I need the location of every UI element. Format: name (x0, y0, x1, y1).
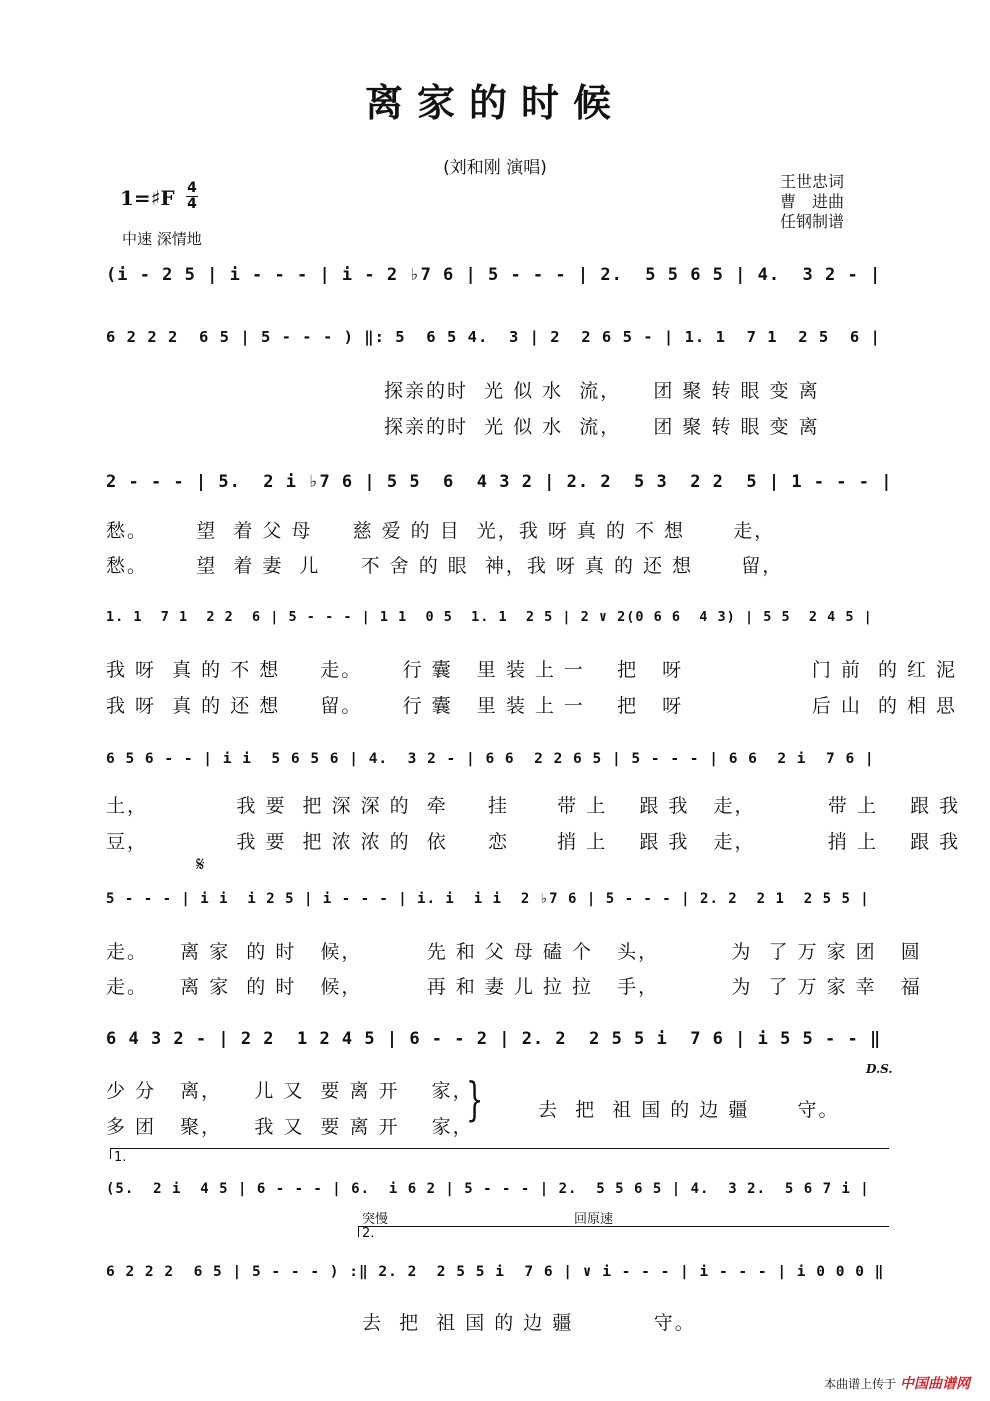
lyric-1b: 探亲的时 光 似 水 流， 团 聚 转 眼 变 离 (384, 416, 820, 438)
ds-marking: D.S. (866, 1062, 893, 1076)
lyric-4a: 土， 我 要 把 深 深 的 牵 挂 带 上 跟 我 走， 带 上 跟 我 (106, 795, 961, 817)
credits (780, 172, 844, 232)
staff-line-9 (106, 1255, 892, 1289)
notes-6: 5 - - - | i i i 2 5 | i - - - | i. i i i 2 ♭7 6 | 5 - - - | 2. 2 2 1 2 5 5 | (106, 891, 870, 907)
notes-5: 6 5 6 - - | i i 5 6 5 6 | 4. 3 2 - | 6 6 2 2 6 5 | 5 - - - | 6 6 2 i 7 6 | (106, 751, 875, 767)
footer-credit (824, 1373, 970, 1393)
composer-credit: 曹 进曲 (780, 192, 845, 211)
performer-subtitle: (刘和刚 演唱) (443, 158, 547, 178)
staff-line-7 (106, 1022, 892, 1056)
staff-line-2 (106, 320, 892, 354)
lyric-7: 去 把 祖 国 的 边 疆 守。 (362, 1312, 696, 1334)
resume-tempo-marking: 回原速 (574, 1212, 614, 1227)
staff-line-6 (106, 882, 892, 916)
notes-8: (5. 2 i 4 5 | 6 - - - | 6. i 6 2 | 5 - - - | 2. 5 5 6 5 | 4. 3 2. 5 6 7 i | (106, 1181, 870, 1197)
brace-icon: } (465, 1072, 484, 1126)
time-signature (186, 181, 198, 212)
lyricist-credit: 王世忠词 (780, 172, 845, 191)
song-title: 离家的时候 (364, 80, 625, 125)
volta-2-bracket (358, 1226, 889, 1237)
time-top: 4 (187, 180, 197, 196)
lyric-6c: 去 把 祖 国 的 边 疆 守。 (538, 1099, 840, 1121)
notes-2: 6 2 2 2 6 5 | 5 - - - ) ‖: 5 6 5 4. 3 | 2 2 6 5 - | 1. 1 7 1 2 5 6 | (106, 328, 881, 346)
staff-line-5 (106, 742, 892, 776)
lyric-6a: 少 分 离， 儿 又 要 离 开 家， (106, 1080, 474, 1102)
key-note: ♯F (150, 186, 175, 210)
volta-1-label: 1. (114, 1150, 127, 1165)
tempo-marking: 中速 深情地 (122, 230, 202, 248)
lyric-2b: 愁。 望 着 妻 儿 不 舍 的 眼 神，我 呀 真 的 还 想 留， (106, 555, 784, 577)
staff-line-1 (106, 258, 892, 292)
staff-line-8 (106, 1172, 892, 1206)
key-signature: 1=♯F (120, 186, 175, 210)
footer-text: 本曲谱上传于 (824, 1377, 897, 1391)
volta-1-bracket (110, 1148, 889, 1159)
time-bottom: 4 (187, 196, 197, 212)
notes-7: 6 4 3 2 - | 2 2 1 2 4 5 | 6 - - 2 | 2. 2 2 5 5 i 7 6 | i 5 5 - - ‖ (106, 1029, 882, 1049)
notes-3: 2 - - - | 5. 2 i ♭7 6 | 5 5 6 4 3 2 | 2. 2 5 3 2 2 5 | 1 - - - | (106, 472, 893, 492)
lyric-5a: 走。 离 家 的 时 候， 先 和 父 母 磕 个 头， 为 了 万 家 团 圆 (106, 941, 922, 963)
lyric-2a: 愁。 望 着 父 母 慈 爱 的 目 光，我 呀 真 的 不 想 走， (106, 520, 776, 542)
slow-down-marking: 突慢 (362, 1212, 389, 1227)
lyric-5b: 走。 离 家 的 时 候， 再 和 妻 儿 拉 拉 手， 为 了 万 家 幸 福 (106, 976, 922, 998)
notes-9: 6 2 2 2 6 5 | 5 - - - ) :‖ 2. 2 2 5 5 i 7 6 | ∨ i - - - | i - - - | i 0 0 0 ‖ (106, 1264, 885, 1280)
arranger-credit: 任钢制谱 (780, 212, 845, 231)
notes-4: 1. 1 7 1 2 2 6 | 5 - - - | 1 1 0 5 1. 1 2 5 | 2 ∨ 2(0 6 6 4 3) | 5 5 2 4 5 | (106, 609, 873, 625)
lyric-4b: 豆， 我 要 把 浓 浓 的 依 恋 捎 上 跟 我 走， 捎 上 跟 我 (106, 831, 961, 853)
lyric-3a: 我 呀 真 的 不 想 走。 行 囊 里 装 上 一 把 呀 门 前 的 红 泥 (106, 659, 958, 681)
staff-line-4 (106, 600, 892, 634)
lyric-6b: 多 团 聚， 我 又 要 离 开 家， (106, 1116, 474, 1138)
volta-2-label: 2. (362, 1226, 375, 1241)
lyric-3b: 我 呀 真 的 还 想 留。 行 囊 里 装 上 一 把 呀 后 山 的 相 思 (106, 695, 958, 717)
notes-1: (i - 2 5 | i - - - | i - 2 ♭7 6 | 5 - - - | 2. 5 5 6 5 | 4. 3 2 - | (106, 265, 882, 285)
site-logo[interactable]: 中国曲谱网 (900, 1376, 970, 1392)
staff-line-3 (106, 465, 892, 499)
segno-icon: 𝄋 (196, 852, 205, 876)
lyric-1a: 探亲的时 光 似 水 流， 团 聚 转 眼 变 离 (384, 380, 820, 402)
